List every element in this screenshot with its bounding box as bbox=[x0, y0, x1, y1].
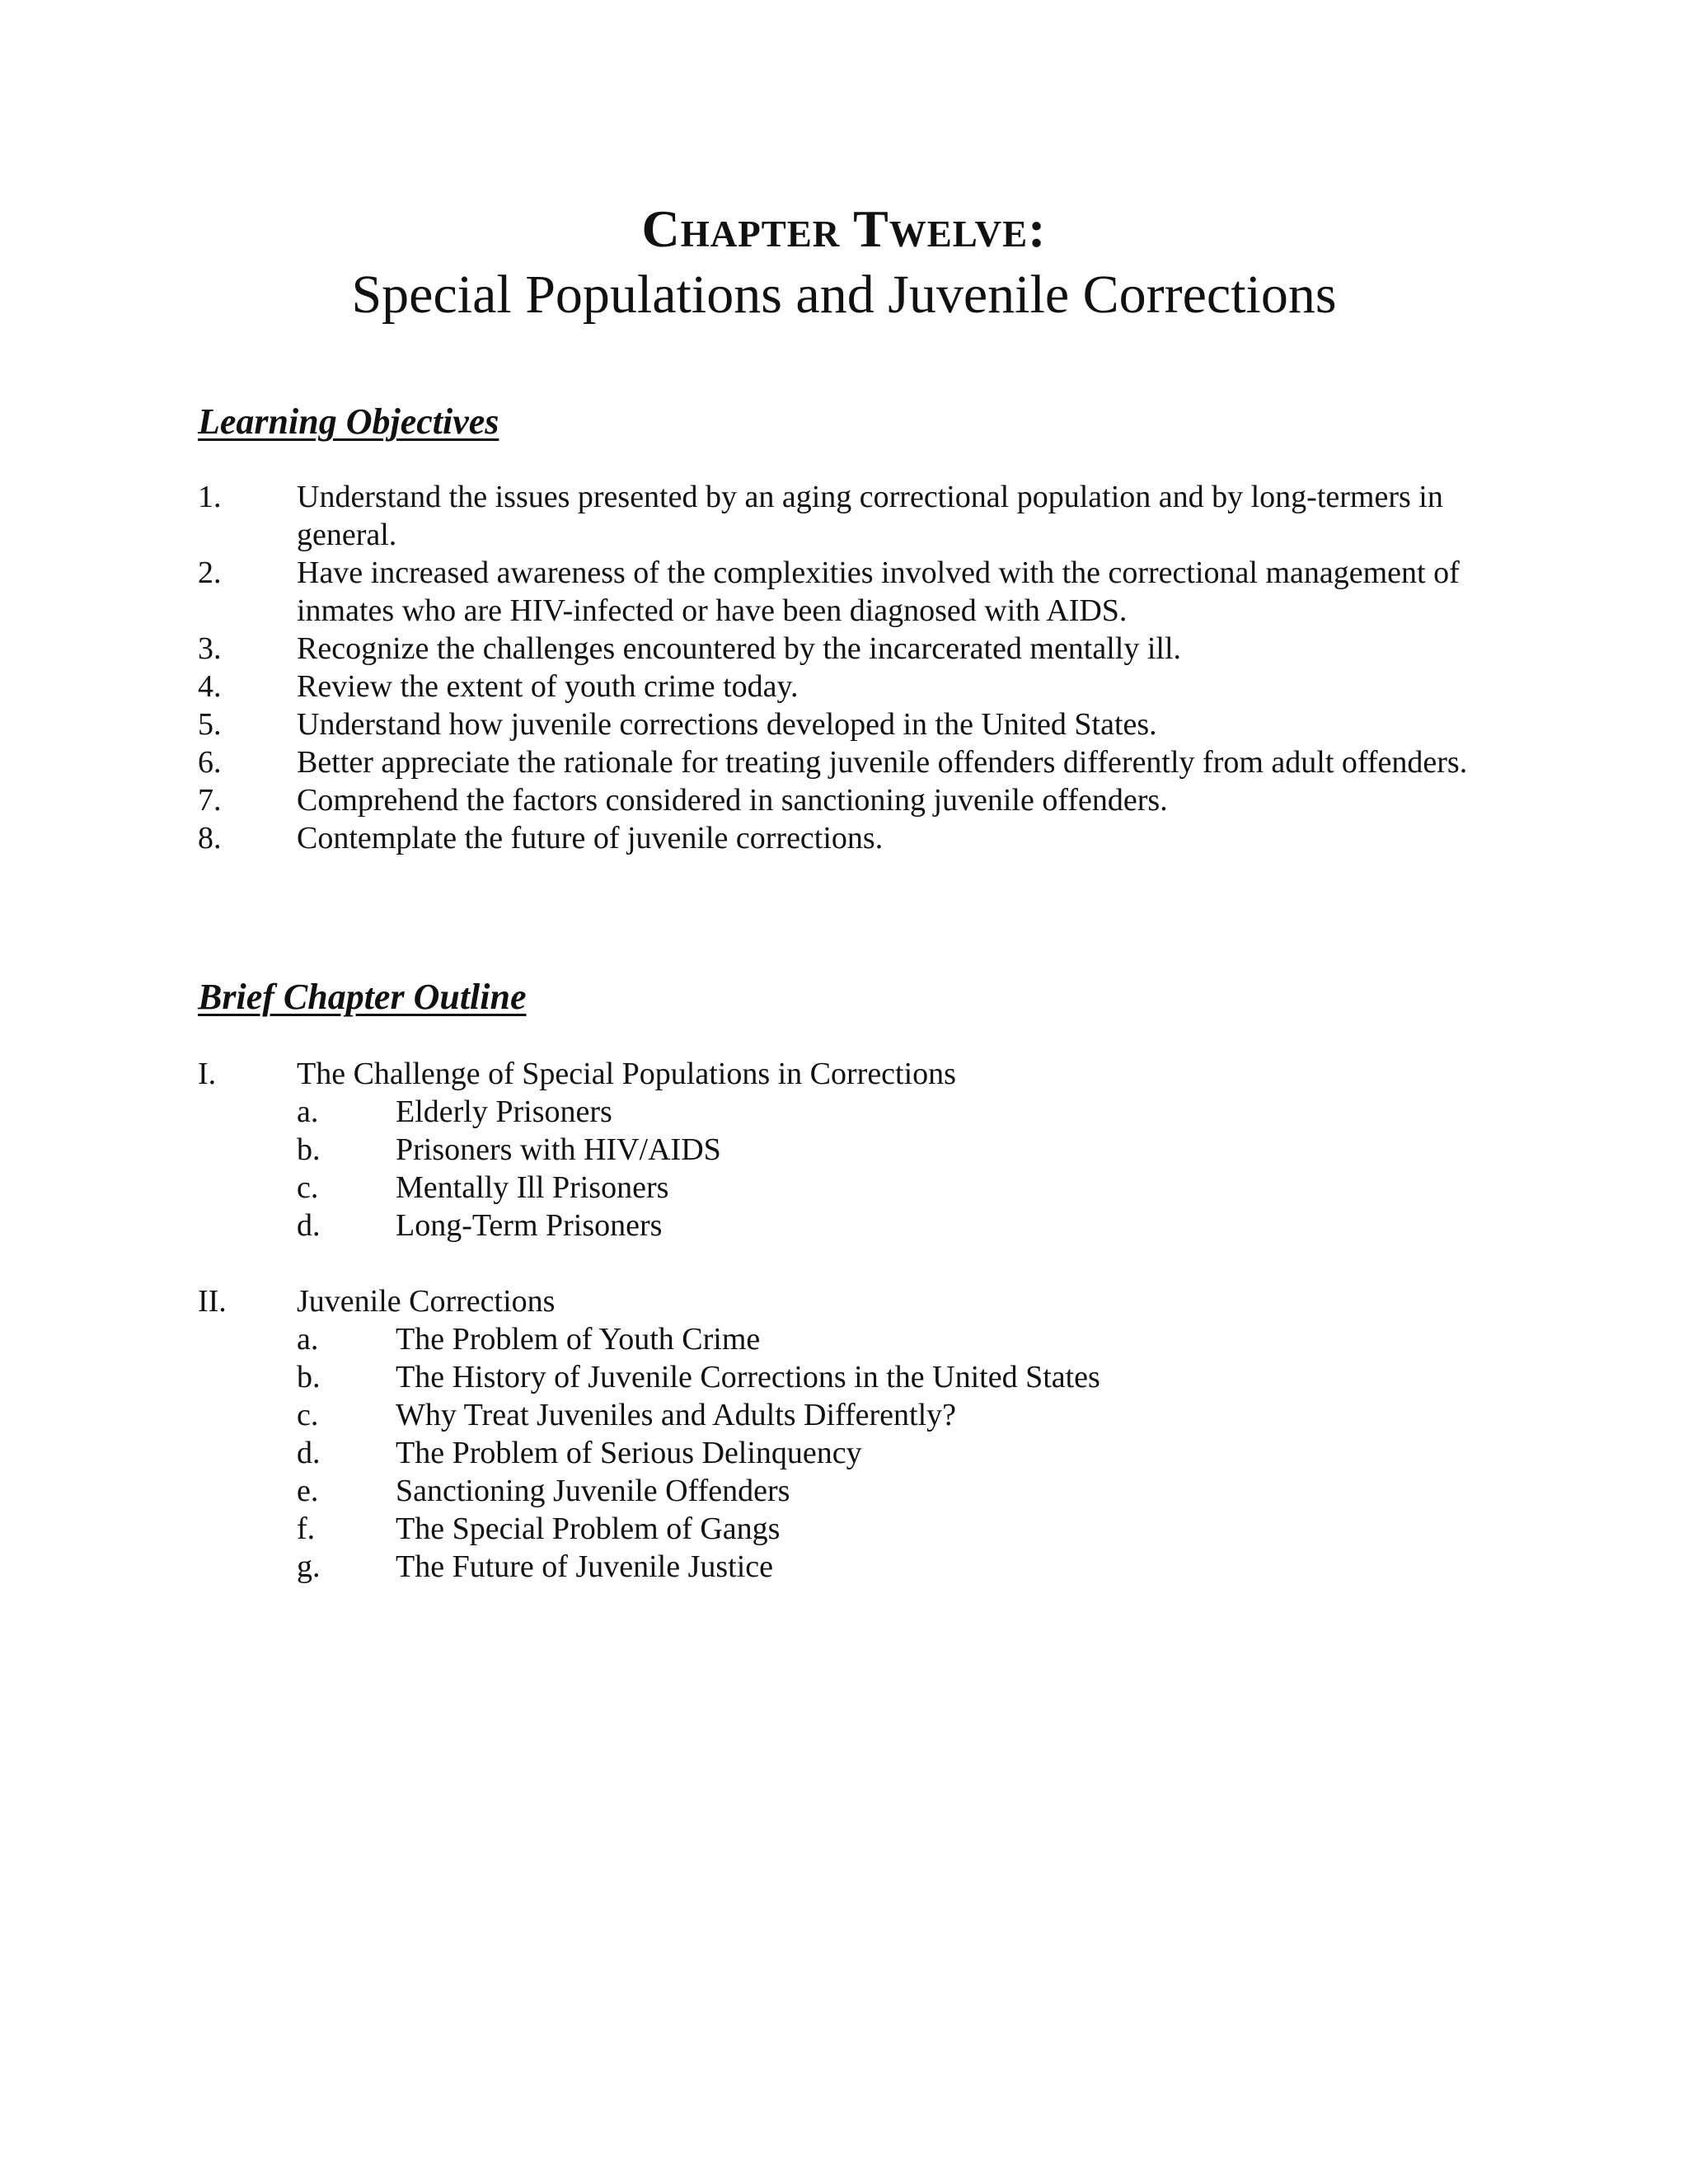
outline-subitem bbox=[297, 1320, 1517, 1358]
objective-text: Comprehend the factors considered in sanctioning juvenile offenders. bbox=[297, 783, 1168, 818]
objective-item bbox=[198, 478, 1517, 554]
outline-subitem bbox=[297, 1169, 1517, 1207]
outline-subitem-list bbox=[198, 1320, 1517, 1586]
outline-subitem bbox=[297, 1434, 1517, 1472]
objective-item bbox=[198, 743, 1517, 781]
outline-subitem-text: Mentally Ill Prisoners bbox=[396, 1170, 669, 1205]
objective-text: Understand the issues presented by an aging correctional population and by long-termers in general. bbox=[297, 480, 1443, 552]
chapter-outline-heading: Brief Chapter Outline bbox=[198, 977, 527, 1017]
outline-section-title-row bbox=[198, 1282, 1517, 1320]
outline-section bbox=[198, 1282, 1517, 1586]
outline-section-title: Juvenile Corrections bbox=[297, 1284, 556, 1319]
outline-subitem-text: The Special Problem of Gangs bbox=[396, 1511, 781, 1546]
outline-subitem-letter: c. bbox=[297, 1398, 319, 1432]
outline-section-title: The Challenge of Special Populations in Corrections bbox=[297, 1057, 956, 1091]
outline-subitem bbox=[297, 1093, 1517, 1131]
learning-objectives-heading: Learning Objectives bbox=[198, 401, 499, 442]
outline-subitem bbox=[297, 1207, 1517, 1244]
objective-item bbox=[198, 705, 1517, 743]
outline-subitem-text: Prisoners with HIV/AIDS bbox=[396, 1132, 721, 1167]
learning-objectives-list bbox=[198, 478, 1517, 857]
chapter-title: Special Populations and Juvenile Corrections bbox=[351, 265, 1337, 325]
outline-subitem-text: Elderly Prisoners bbox=[396, 1094, 612, 1129]
outline-subitem-text: Why Treat Juveniles and Adults Differently? bbox=[396, 1398, 957, 1432]
objective-text: Review the extent of youth crime today. bbox=[297, 669, 799, 704]
outline-subitem bbox=[297, 1396, 1517, 1434]
outline-subitem bbox=[297, 1510, 1517, 1548]
outline-subitem-letter: b. bbox=[297, 1132, 321, 1167]
objective-text: Recognize the challenges encountered by the incarcerated mentally ill. bbox=[297, 631, 1182, 666]
outline-subitem-text: The Future of Juvenile Justice bbox=[396, 1549, 774, 1584]
outline-subitem bbox=[297, 1472, 1517, 1510]
outline-subitem-letter: a. bbox=[297, 1094, 319, 1129]
objective-item bbox=[198, 554, 1517, 630]
objective-number: 5. bbox=[198, 707, 222, 742]
outline-section-numeral: I. bbox=[198, 1057, 217, 1091]
objective-item bbox=[198, 668, 1517, 705]
objective-text: Better appreciate the rationale for treating juvenile offenders differently from adult offenders. bbox=[297, 745, 1468, 780]
outline-subitem-list bbox=[198, 1093, 1517, 1244]
outline-subitem-letter: b. bbox=[297, 1360, 321, 1394]
objective-text: Contemplate the future of juvenile corrections. bbox=[297, 821, 884, 855]
outline-subitem-letter: d. bbox=[297, 1436, 321, 1470]
objective-item bbox=[198, 781, 1517, 819]
objective-number: 8. bbox=[198, 821, 222, 855]
outline-subitem-letter: c. bbox=[297, 1170, 319, 1205]
outline-section-title-row bbox=[198, 1055, 1517, 1093]
outline-subitem-letter: a. bbox=[297, 1322, 319, 1357]
outline-subitem-letter: e. bbox=[297, 1474, 319, 1508]
objective-number: 3. bbox=[198, 631, 222, 666]
outline-subitem bbox=[297, 1548, 1517, 1586]
objective-number: 7. bbox=[198, 783, 222, 818]
outline-subitem-letter: f. bbox=[297, 1511, 316, 1546]
outline-subitem-text: Sanctioning Juvenile Offenders bbox=[396, 1474, 790, 1508]
outline-subitem-letter: g. bbox=[297, 1549, 321, 1584]
outline-subitem-text: Long-Term Prisoners bbox=[396, 1208, 663, 1243]
outline-section-numeral: II. bbox=[198, 1284, 227, 1319]
outline-subitem-text: The Problem of Serious Delinquency bbox=[396, 1436, 862, 1470]
outline-subitem bbox=[297, 1358, 1517, 1396]
outline-subitem-letter: d. bbox=[297, 1208, 321, 1243]
objective-number: 4. bbox=[198, 669, 222, 704]
objective-text: Understand how juvenile corrections developed in the United States. bbox=[297, 707, 1157, 742]
chapter-label: Chapter Twelve: bbox=[641, 199, 1047, 258]
objective-number: 2. bbox=[198, 555, 222, 590]
outline-subitem-text: The History of Juvenile Corrections in the United States bbox=[396, 1360, 1100, 1394]
objective-item bbox=[198, 630, 1517, 668]
objective-item bbox=[198, 819, 1517, 857]
outline-section bbox=[198, 1055, 1517, 1244]
objective-number: 1. bbox=[198, 480, 222, 514]
objective-text: Have increased awareness of the complexities involved with the correctional management of inmates who are HIV-infected or have been diagnosed with AIDS. bbox=[297, 555, 1460, 628]
objective-number: 6. bbox=[198, 745, 222, 780]
outline-subitem bbox=[297, 1131, 1517, 1169]
outline-subitem-text: The Problem of Youth Crime bbox=[396, 1322, 761, 1357]
